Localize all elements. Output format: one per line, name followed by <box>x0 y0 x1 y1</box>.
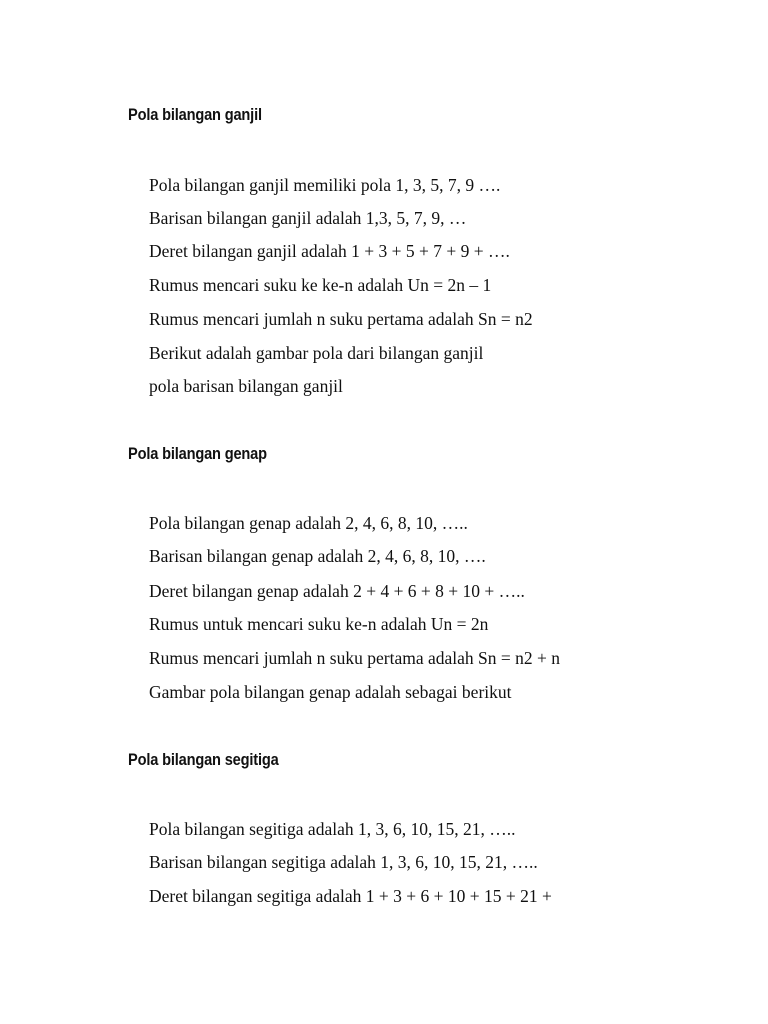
text-line: Rumus mencari jumlah n suku pertama adalah Sn = n2 <box>149 309 533 329</box>
text-line: pola barisan bilangan ganjil <box>149 376 343 396</box>
text-line: Barisan bilangan genap adalah 2, 4, 6, 8, 10, …. <box>149 546 486 566</box>
text-line: Rumus untuk mencari suku ke-n adalah Un = 2n <box>149 614 489 634</box>
text-line: Rumus mencari jumlah n suku pertama adalah Sn = n2 + n <box>149 648 560 668</box>
text-line: Deret bilangan ganjil adalah 1 + 3 + 5 + 7 + 9 + …. <box>149 241 510 261</box>
text-line: Berikut adalah gambar pola dari bilangan ganjil <box>149 343 484 363</box>
text-line: Deret bilangan genap adalah 2 + 4 + 6 + 8 + 10 + ….. <box>149 581 525 601</box>
section-heading-segitiga: Pola bilangan segitiga <box>128 750 279 769</box>
section-heading-genap: Pola bilangan genap <box>128 444 267 463</box>
text-line: Barisan bilangan segitiga adalah 1, 3, 6, 10, 15, 21, ….. <box>149 852 538 872</box>
text-line: Barisan bilangan ganjil adalah 1,3, 5, 7, 9, … <box>149 208 467 228</box>
text-line: Rumus mencari suku ke ke-n adalah Un = 2n – 1 <box>149 275 492 295</box>
text-line: Gambar pola bilangan genap adalah sebagai berikut <box>149 682 512 702</box>
text-line: Deret bilangan segitiga adalah 1 + 3 + 6 + 10 + 15 + 21 + <box>149 886 552 906</box>
text-line: Pola bilangan ganjil memiliki pola 1, 3, 5, 7, 9 …. <box>149 175 501 195</box>
text-line: Pola bilangan genap adalah 2, 4, 6, 8, 10, ….. <box>149 513 468 533</box>
text-line: Pola bilangan segitiga adalah 1, 3, 6, 10, 15, 21, ….. <box>149 819 516 839</box>
section-heading-ganjil: Pola bilangan ganjil <box>128 105 262 124</box>
